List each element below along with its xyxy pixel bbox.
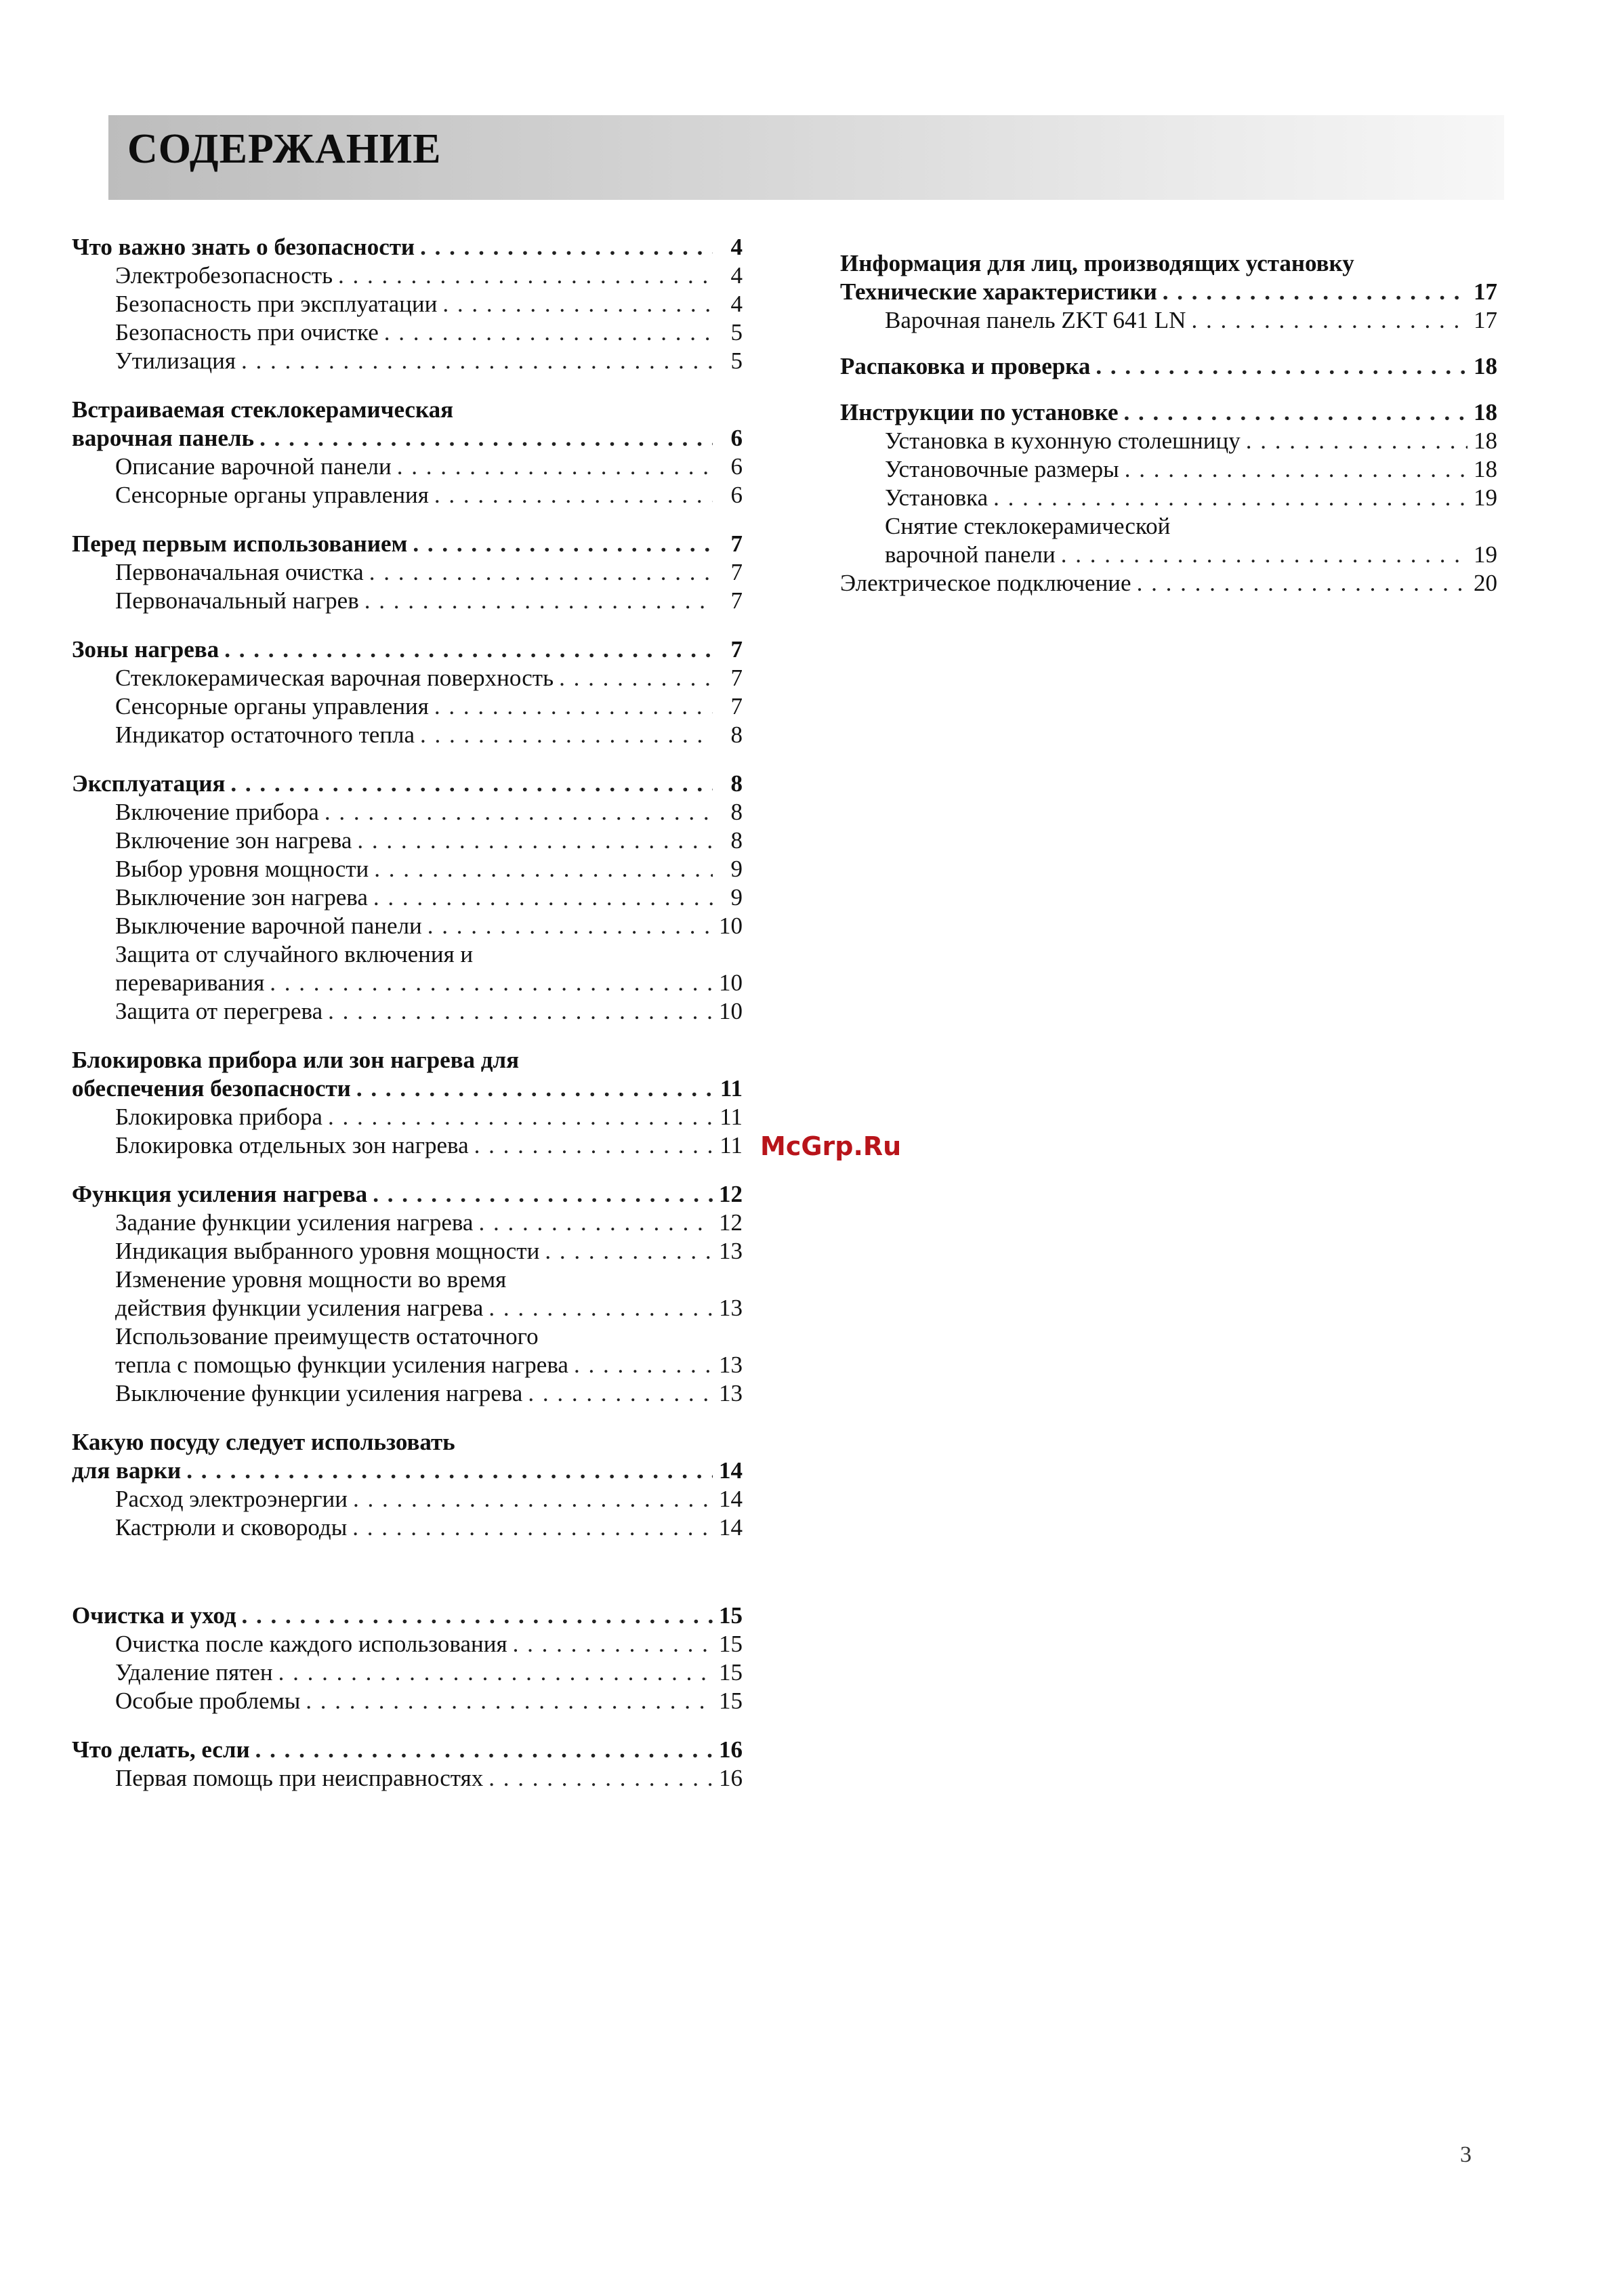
toc-page-number: 12 bbox=[719, 1209, 743, 1236]
toc-section bbox=[72, 530, 743, 615]
toc-leader-dots bbox=[434, 481, 713, 509]
toc-page-number: 15 bbox=[719, 1659, 743, 1686]
watermark-text: McGrp.Ru bbox=[760, 1131, 902, 1161]
toc-entry-title: Установка в кухонную столешницу bbox=[885, 427, 1241, 454]
toc-leader-dots bbox=[242, 1602, 713, 1630]
toc-entry-title: Безопасность при эксплуатации bbox=[115, 291, 438, 317]
toc-page-number: 11 bbox=[720, 1132, 743, 1158]
toc-leader-dots bbox=[420, 233, 713, 262]
toc-entry-title: Очистка и уход bbox=[72, 1602, 236, 1629]
toc-section-heading bbox=[72, 1074, 743, 1103]
toc-entry-title: Что важно знать о безопасности bbox=[72, 234, 415, 260]
toc-page-number: 8 bbox=[730, 799, 743, 825]
toc-leader-dots bbox=[357, 827, 713, 855]
toc-entry-title: переваривания bbox=[115, 969, 265, 996]
toc-entry-title: Электробезопасность bbox=[115, 262, 333, 289]
toc-entry bbox=[72, 318, 743, 347]
toc-entry bbox=[72, 798, 743, 827]
toc-leader-dots bbox=[241, 347, 713, 375]
toc-page-number: 8 bbox=[730, 827, 743, 854]
toc-section-heading bbox=[72, 770, 743, 798]
toc-section-heading bbox=[72, 1046, 743, 1074]
toc-leader-dots bbox=[230, 770, 713, 798]
toc-page-number: 7 bbox=[730, 530, 743, 557]
toc-section bbox=[72, 635, 743, 749]
toc-entry bbox=[72, 1103, 743, 1131]
toc-page-number: 15 bbox=[719, 1688, 743, 1714]
toc-entry bbox=[72, 1658, 743, 1687]
toc-entry-title: Первоначальная очистка bbox=[115, 559, 364, 585]
toc-entry-title: Очистка после каждого использования bbox=[115, 1631, 507, 1657]
toc-page-number: 6 bbox=[730, 425, 743, 451]
toc-entry-title: Выбор уровня мощности bbox=[115, 856, 369, 882]
toc-entry-title: тепла с помощью функции усиления нагрева bbox=[115, 1352, 568, 1378]
toc-entry-title: Перед первым использованием bbox=[72, 530, 408, 557]
toc-leader-dots bbox=[338, 262, 713, 290]
toc-entry-title: Расход электроэнергии bbox=[115, 1486, 348, 1512]
toc-entry bbox=[72, 721, 743, 749]
toc-entry bbox=[840, 512, 1497, 541]
toc-entry-title: Блокировка прибора bbox=[115, 1104, 322, 1130]
toc-entry-title: Удаление пятен bbox=[115, 1659, 273, 1686]
toc-section-heading bbox=[840, 278, 1497, 306]
toc-leader-dots bbox=[1096, 352, 1467, 381]
toc-section-heading bbox=[72, 1736, 743, 1764]
toc-leader-dots bbox=[528, 1379, 713, 1408]
toc-entry bbox=[72, 1630, 743, 1658]
toc-entry bbox=[72, 1513, 743, 1542]
toc-leader-dots bbox=[434, 692, 713, 721]
toc-entry-title: Кастрюли и сковороды bbox=[115, 1514, 348, 1541]
toc-entry bbox=[840, 541, 1497, 569]
toc-section bbox=[72, 1046, 743, 1160]
toc-page-number: 20 bbox=[1474, 570, 1497, 596]
toc-right-column bbox=[840, 249, 1497, 615]
toc-page-number: 12 bbox=[719, 1181, 743, 1207]
toc-page-number: 15 bbox=[719, 1631, 743, 1657]
toc-page-number: 16 bbox=[719, 1765, 743, 1791]
toc-left-column bbox=[72, 233, 743, 1813]
toc-leader-dots bbox=[545, 1237, 713, 1266]
toc-entry-title: Использование преимуществ остаточного bbox=[115, 1323, 539, 1350]
toc-entry-title: Описание варочной панели bbox=[115, 453, 392, 480]
toc-section bbox=[840, 398, 1497, 598]
toc-leader-dots bbox=[1125, 455, 1467, 484]
toc-entry-title: варочной панели bbox=[885, 541, 1056, 568]
toc-page-number: 18 bbox=[1474, 353, 1497, 379]
toc-section-heading bbox=[840, 398, 1497, 427]
toc-page-number: 7 bbox=[730, 559, 743, 585]
toc-entry-title: Первоначальный нагрев bbox=[115, 587, 359, 614]
toc-page-number: 7 bbox=[730, 693, 743, 719]
toc-entry-title: Эксплуатация bbox=[72, 770, 226, 797]
toc-entry-title: Защита от перегрева bbox=[115, 998, 323, 1024]
toc-entry-title: Что делать, если bbox=[72, 1736, 250, 1763]
toc-entry-title: Варочная панель ZKT 641 LN bbox=[885, 307, 1186, 333]
toc-section bbox=[72, 1602, 743, 1715]
toc-entry-title: Защита от случайного включения и bbox=[115, 941, 474, 967]
toc-entry-title: Электрическое подключение bbox=[840, 570, 1131, 596]
toc-entry-title: Задание функции усиления нагрева bbox=[115, 1209, 474, 1236]
toc-page-number: 19 bbox=[1474, 541, 1497, 568]
toc-entry bbox=[72, 827, 743, 855]
toc-leader-dots bbox=[278, 1658, 713, 1687]
toc-leader-dots bbox=[306, 1687, 713, 1715]
toc-entry-title: Выключение варочной панели bbox=[115, 913, 422, 939]
toc-section-heading bbox=[72, 396, 743, 424]
toc-entry bbox=[72, 1687, 743, 1715]
toc-page-number: 19 bbox=[1474, 484, 1497, 511]
toc-section-heading bbox=[72, 1428, 743, 1457]
toc-leader-dots bbox=[259, 424, 713, 453]
toc-entry-title: Функция усиления нагрева bbox=[72, 1181, 368, 1207]
toc-page-number: 13 bbox=[719, 1380, 743, 1406]
toc-leader-dots bbox=[270, 969, 713, 997]
toc-leader-dots bbox=[442, 290, 713, 318]
toc-leader-dots bbox=[186, 1457, 713, 1485]
toc-page-number: 16 bbox=[719, 1736, 743, 1763]
toc-entry-title: Выключение зон нагрева bbox=[115, 884, 368, 911]
toc-leader-dots bbox=[397, 453, 713, 481]
toc-entry-title: Особые проблемы bbox=[115, 1688, 301, 1714]
toc-entry bbox=[72, 1322, 743, 1351]
toc-page-number: 4 bbox=[730, 291, 743, 317]
toc-entry bbox=[72, 1266, 743, 1294]
toc-section bbox=[72, 770, 743, 1026]
toc-section-heading bbox=[72, 1180, 743, 1209]
toc-page-number: 7 bbox=[730, 587, 743, 614]
toc-page-number: 18 bbox=[1474, 427, 1497, 454]
toc-section bbox=[72, 233, 743, 375]
toc-page-number: 14 bbox=[719, 1457, 743, 1484]
toc-page-number: 13 bbox=[719, 1238, 743, 1264]
toc-leader-dots bbox=[373, 1180, 713, 1209]
toc-entry bbox=[72, 290, 743, 318]
toc-leader-dots bbox=[1123, 398, 1467, 427]
toc-page-number: 6 bbox=[730, 482, 743, 508]
toc-entry bbox=[72, 262, 743, 290]
toc-leader-dots bbox=[384, 318, 713, 347]
toc-leader-dots bbox=[413, 530, 713, 558]
toc-page-number: 8 bbox=[730, 722, 743, 748]
toc-page-number: 6 bbox=[730, 453, 743, 480]
toc-entry bbox=[72, 558, 743, 587]
toc-entry-title: Инструкции по установке bbox=[840, 399, 1119, 425]
toc-entry bbox=[840, 484, 1497, 512]
toc-leader-dots bbox=[488, 1294, 713, 1322]
toc-entry-title: Изменение уровня мощности во время bbox=[115, 1266, 507, 1293]
toc-entry bbox=[72, 1485, 743, 1513]
toc-leader-dots bbox=[428, 912, 713, 940]
toc-entry-title: Сенсорные органы управления bbox=[115, 482, 429, 508]
toc-section bbox=[72, 1736, 743, 1793]
toc-leader-dots bbox=[328, 997, 713, 1026]
toc-section-heading bbox=[72, 1457, 743, 1485]
toc-page-number: 10 bbox=[719, 969, 743, 996]
toc-entry-title: Сенсорные органы управления bbox=[115, 693, 429, 719]
toc-leader-dots bbox=[365, 587, 713, 615]
toc-page-number: 9 bbox=[730, 884, 743, 911]
toc-leader-dots bbox=[1163, 278, 1467, 306]
toc-entry-title: Какую посуду следует использовать bbox=[72, 1429, 455, 1455]
toc-entry-title: Технические характеристики bbox=[840, 278, 1157, 305]
toc-leader-dots bbox=[356, 1074, 713, 1103]
toc-entry bbox=[72, 481, 743, 509]
toc-section bbox=[72, 1428, 743, 1542]
toc-section-heading bbox=[840, 352, 1497, 381]
toc-entry-title: действия функции усиления нагрева bbox=[115, 1295, 484, 1321]
toc-leader-dots bbox=[1061, 541, 1467, 569]
toc-entry bbox=[72, 587, 743, 615]
toc-leader-dots bbox=[369, 558, 713, 587]
page-number: 3 bbox=[1460, 2142, 1472, 2167]
toc-entry bbox=[72, 1764, 743, 1793]
toc-leader-dots bbox=[1246, 427, 1467, 455]
toc-entry bbox=[840, 427, 1497, 455]
toc-entry-title: Информация для лиц, производящих установку bbox=[840, 250, 1354, 276]
toc-leader-dots bbox=[420, 721, 713, 749]
toc-section bbox=[840, 249, 1497, 335]
toc-section bbox=[840, 352, 1497, 381]
toc-entry bbox=[72, 1237, 743, 1266]
toc-page-number: 14 bbox=[719, 1514, 743, 1541]
toc-page-number: 15 bbox=[719, 1602, 743, 1629]
toc-page-number: 9 bbox=[730, 856, 743, 882]
toc-entry bbox=[72, 1294, 743, 1322]
toc-page-number: 5 bbox=[730, 348, 743, 374]
toc-entry-title: Выключение функции усиления нагрева bbox=[115, 1380, 523, 1406]
toc-leader-dots bbox=[993, 484, 1467, 512]
toc-page-number: 5 bbox=[730, 319, 743, 346]
toc-entry-title: Включение зон нагрева bbox=[115, 827, 352, 854]
toc-entry bbox=[72, 1351, 743, 1379]
toc-leader-dots bbox=[255, 1736, 713, 1764]
toc-section-heading bbox=[72, 635, 743, 664]
toc-page-number: 4 bbox=[730, 234, 743, 260]
toc-page-number: 7 bbox=[730, 636, 743, 663]
toc-leader-dots bbox=[373, 883, 713, 912]
toc-entry bbox=[72, 969, 743, 997]
toc-leader-dots bbox=[325, 798, 713, 827]
toc-section-heading bbox=[72, 1602, 743, 1630]
toc-page-number: 18 bbox=[1474, 456, 1497, 482]
toc-entry-title: варочная панель bbox=[72, 425, 255, 451]
toc-entry bbox=[72, 912, 743, 940]
toc-entry bbox=[72, 347, 743, 375]
toc-entry bbox=[72, 883, 743, 912]
toc-entry bbox=[72, 692, 743, 721]
toc-page-number: 7 bbox=[730, 665, 743, 691]
toc-leader-dots bbox=[474, 1131, 713, 1160]
toc-entry bbox=[72, 940, 743, 969]
toc-section bbox=[72, 1180, 743, 1408]
toc-section-heading bbox=[840, 249, 1497, 278]
toc-section-heading bbox=[72, 233, 743, 262]
toc-page-number: 10 bbox=[719, 998, 743, 1024]
toc-entry-title: Встраиваемая стеклокерамическая bbox=[72, 396, 454, 423]
toc-entry-title: для варки bbox=[72, 1457, 182, 1484]
toc-page-number: 17 bbox=[1474, 307, 1497, 333]
toc-leader-dots bbox=[478, 1209, 713, 1237]
toc-entry-title: Включение прибора bbox=[115, 799, 319, 825]
toc-page-number: 11 bbox=[720, 1075, 743, 1102]
toc-page-number: 14 bbox=[719, 1486, 743, 1512]
toc-leader-dots bbox=[1137, 569, 1467, 598]
toc-entry-title: Блокировка прибора или зон нагрева для bbox=[72, 1047, 520, 1073]
page-title: СОДЕРЖАНИЕ bbox=[127, 126, 442, 172]
toc-entry bbox=[72, 997, 743, 1026]
toc-entry bbox=[72, 453, 743, 481]
toc-leader-dots bbox=[352, 1513, 713, 1542]
toc-leader-dots bbox=[559, 664, 713, 692]
toc-entry-title: обеспечения безопасности bbox=[72, 1075, 351, 1102]
toc-entry bbox=[840, 306, 1497, 335]
toc-entry-title: Установка bbox=[885, 484, 988, 511]
toc-entry-title: Установочные размеры bbox=[885, 456, 1119, 482]
toc-section-heading bbox=[72, 424, 743, 453]
toc-leader-dots bbox=[328, 1103, 713, 1131]
toc-entry-title: Снятие стеклокерамической bbox=[885, 513, 1171, 539]
toc-leader-dots bbox=[374, 855, 713, 883]
toc-entry bbox=[72, 1209, 743, 1237]
toc-page-number: 4 bbox=[730, 262, 743, 289]
toc-entry bbox=[840, 569, 1497, 598]
toc-page-number: 11 bbox=[720, 1104, 743, 1130]
toc-leader-dots bbox=[353, 1485, 713, 1513]
toc-entry-title: Первая помощь при неисправностях bbox=[115, 1765, 484, 1791]
toc-leader-dots bbox=[224, 635, 713, 664]
toc-entry-title: Утилизация bbox=[115, 348, 236, 374]
toc-leader-dots bbox=[574, 1351, 713, 1379]
toc-page-number: 18 bbox=[1474, 399, 1497, 425]
toc-entry bbox=[72, 1131, 743, 1160]
toc-entry-title: Индикатор остаточного тепла bbox=[115, 722, 415, 748]
toc-page-number: 10 bbox=[719, 913, 743, 939]
toc-page-number: 13 bbox=[719, 1295, 743, 1321]
toc-entry bbox=[840, 455, 1497, 484]
toc-entry bbox=[72, 664, 743, 692]
toc-section bbox=[72, 396, 743, 509]
toc-entry-title: Индикация выбранного уровня мощности bbox=[115, 1238, 540, 1264]
toc-leader-dots bbox=[1191, 306, 1467, 335]
toc-entry bbox=[72, 855, 743, 883]
toc-entry-title: Блокировка отдельных зон нагрева bbox=[115, 1132, 469, 1158]
toc-entry-title: Безопасность при очистке bbox=[115, 319, 379, 346]
toc-leader-dots bbox=[513, 1630, 713, 1658]
toc-entry-title: Зоны нагрева bbox=[72, 636, 220, 663]
toc-leader-dots bbox=[488, 1764, 713, 1793]
toc-page-number: 8 bbox=[730, 770, 743, 797]
toc-section-heading bbox=[72, 530, 743, 558]
toc-page-number: 17 bbox=[1474, 278, 1497, 305]
toc-entry bbox=[72, 1379, 743, 1408]
toc-entry-title: Распаковка и проверка bbox=[840, 353, 1091, 379]
toc-page-number: 13 bbox=[719, 1352, 743, 1378]
toc-entry-title: Стеклокерамическая варочная поверхность bbox=[115, 665, 554, 691]
